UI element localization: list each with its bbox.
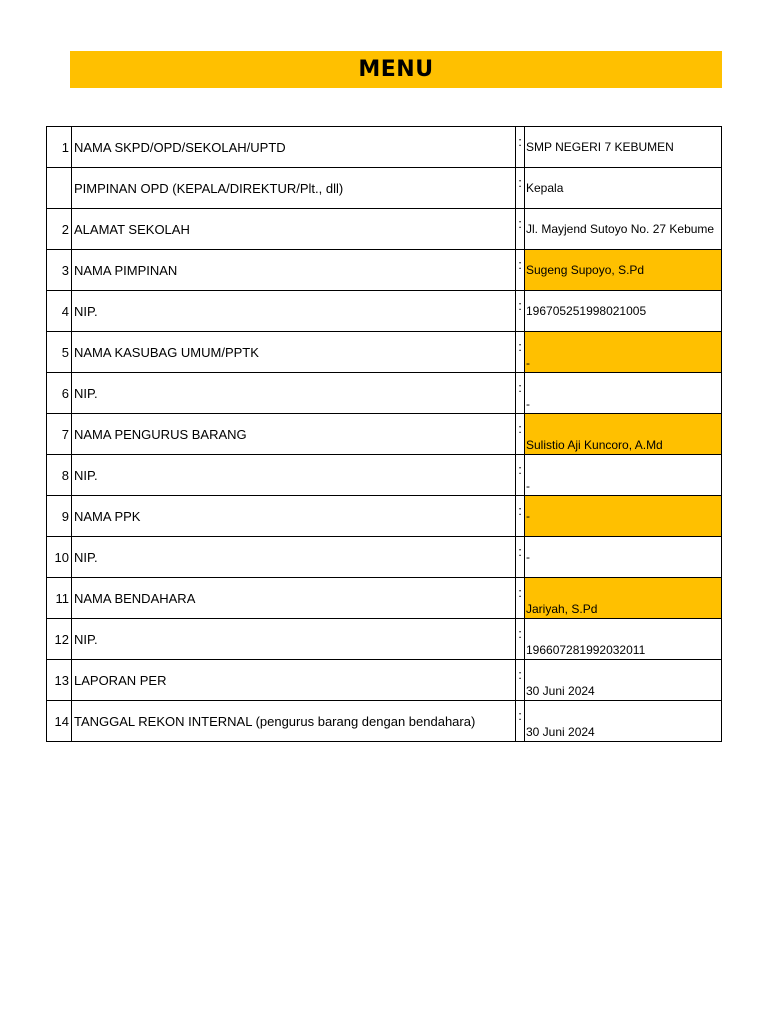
row-label bbox=[72, 168, 516, 209]
row-label-text: NIP. bbox=[74, 549, 98, 565]
row-value[interactable]: 196607281992032011 bbox=[525, 619, 722, 660]
row-label bbox=[72, 455, 516, 496]
row-label-text: LAPORAN PER bbox=[74, 672, 167, 688]
row-number: 6 bbox=[47, 373, 72, 414]
row-label bbox=[72, 660, 516, 701]
row-value[interactable]: - bbox=[525, 496, 722, 537]
table-row bbox=[47, 578, 722, 619]
row-number: 9 bbox=[47, 496, 72, 537]
table-row bbox=[47, 619, 722, 660]
table-row bbox=[47, 701, 722, 742]
menu-title-bar bbox=[70, 51, 722, 88]
row-label bbox=[72, 209, 516, 250]
row-label-text: ALAMAT SEKOLAH bbox=[74, 221, 190, 237]
row-value[interactable]: Jl. Mayjend Sutoyo No. 27 Kebume bbox=[525, 209, 722, 250]
row-colon: : bbox=[516, 537, 525, 578]
row-value[interactable]: 196705251998021005 bbox=[525, 291, 722, 332]
row-label-text: NIP. bbox=[74, 467, 98, 483]
menu-table bbox=[46, 126, 722, 742]
row-value[interactable]: 30 Juni 2024 bbox=[525, 660, 722, 701]
table-row bbox=[47, 250, 722, 291]
row-label-text: PIMPINAN OPD (KEPALA/DIREKTUR/Plt., dll) bbox=[74, 180, 344, 196]
table-row bbox=[47, 455, 722, 496]
table-row bbox=[47, 332, 722, 373]
row-colon: : bbox=[516, 127, 525, 168]
row-number bbox=[47, 168, 72, 209]
row-colon: : bbox=[516, 373, 525, 414]
row-value[interactable]: - bbox=[525, 332, 722, 373]
row-value[interactable]: SMP NEGERI 7 KEBUMEN bbox=[525, 127, 722, 168]
row-number: 1 bbox=[47, 127, 72, 168]
table-row bbox=[47, 414, 722, 455]
table-row bbox=[47, 168, 722, 209]
row-label bbox=[72, 496, 516, 537]
page-title: MENU bbox=[358, 57, 434, 82]
row-colon: : bbox=[516, 496, 525, 537]
row-label bbox=[72, 537, 516, 578]
table-row bbox=[47, 209, 722, 250]
row-colon: : bbox=[516, 455, 525, 496]
row-colon: : bbox=[516, 660, 525, 701]
row-number: 11 bbox=[47, 578, 72, 619]
row-value[interactable]: Sulistio Aji Kuncoro, A.Md bbox=[525, 414, 722, 455]
table-row bbox=[47, 660, 722, 701]
row-label bbox=[72, 373, 516, 414]
row-colon: : bbox=[516, 291, 525, 332]
row-number: 10 bbox=[47, 537, 72, 578]
table-row bbox=[47, 496, 722, 537]
row-value[interactable]: - bbox=[525, 537, 722, 578]
row-label-text: NAMA KASUBAG UMUM/PPTK bbox=[74, 344, 259, 360]
table-row bbox=[47, 373, 722, 414]
table-row bbox=[47, 537, 722, 578]
row-number: 7 bbox=[47, 414, 72, 455]
table-row bbox=[47, 291, 722, 332]
row-label bbox=[72, 414, 516, 455]
row-label bbox=[72, 578, 516, 619]
row-number: 13 bbox=[47, 660, 72, 701]
row-label-text: NIP. bbox=[74, 631, 98, 647]
row-number: 14 bbox=[47, 701, 72, 742]
row-number: 2 bbox=[47, 209, 72, 250]
row-value[interactable]: 30 Juni 2024 bbox=[525, 701, 722, 742]
row-label-text: NAMA PENGURUS BARANG bbox=[74, 426, 247, 442]
row-label-text: NIP. bbox=[74, 303, 98, 319]
row-label-text: NAMA BENDAHARA bbox=[74, 590, 196, 606]
row-label bbox=[72, 332, 516, 373]
row-label bbox=[72, 701, 516, 742]
row-number: 12 bbox=[47, 619, 72, 660]
row-colon: : bbox=[516, 701, 525, 742]
row-label-text: NAMA PIMPINAN bbox=[74, 262, 178, 278]
row-label bbox=[72, 127, 516, 168]
row-value[interactable]: - bbox=[525, 455, 722, 496]
row-number: 4 bbox=[47, 291, 72, 332]
row-value[interactable]: Sugeng Supoyo, S.Pd bbox=[525, 250, 722, 291]
row-colon: : bbox=[516, 250, 525, 291]
row-label-text: TANGGAL REKON INTERNAL bbox=[74, 713, 252, 729]
table-row bbox=[47, 127, 722, 168]
row-number: 8 bbox=[47, 455, 72, 496]
row-colon: : bbox=[516, 209, 525, 250]
row-number: 3 bbox=[47, 250, 72, 291]
row-colon: : bbox=[516, 414, 525, 455]
row-label bbox=[72, 619, 516, 660]
row-label-text: NAMA PPK bbox=[74, 508, 141, 524]
row-value[interactable]: Jariyah, S.Pd bbox=[525, 578, 722, 619]
row-label-note: (pengurus barang dengan bendahara) bbox=[255, 713, 476, 729]
row-colon: : bbox=[516, 619, 525, 660]
row-colon: : bbox=[516, 168, 525, 209]
row-label bbox=[72, 291, 516, 332]
row-label bbox=[72, 250, 516, 291]
row-colon: : bbox=[516, 332, 525, 373]
row-value[interactable]: - bbox=[525, 373, 722, 414]
row-colon: : bbox=[516, 578, 525, 619]
row-value[interactable]: Kepala bbox=[525, 168, 722, 209]
row-label-text: NAMA SKPD/OPD/SEKOLAH/UPTD bbox=[74, 139, 286, 155]
row-number: 5 bbox=[47, 332, 72, 373]
row-label-text: NIP. bbox=[74, 385, 98, 401]
